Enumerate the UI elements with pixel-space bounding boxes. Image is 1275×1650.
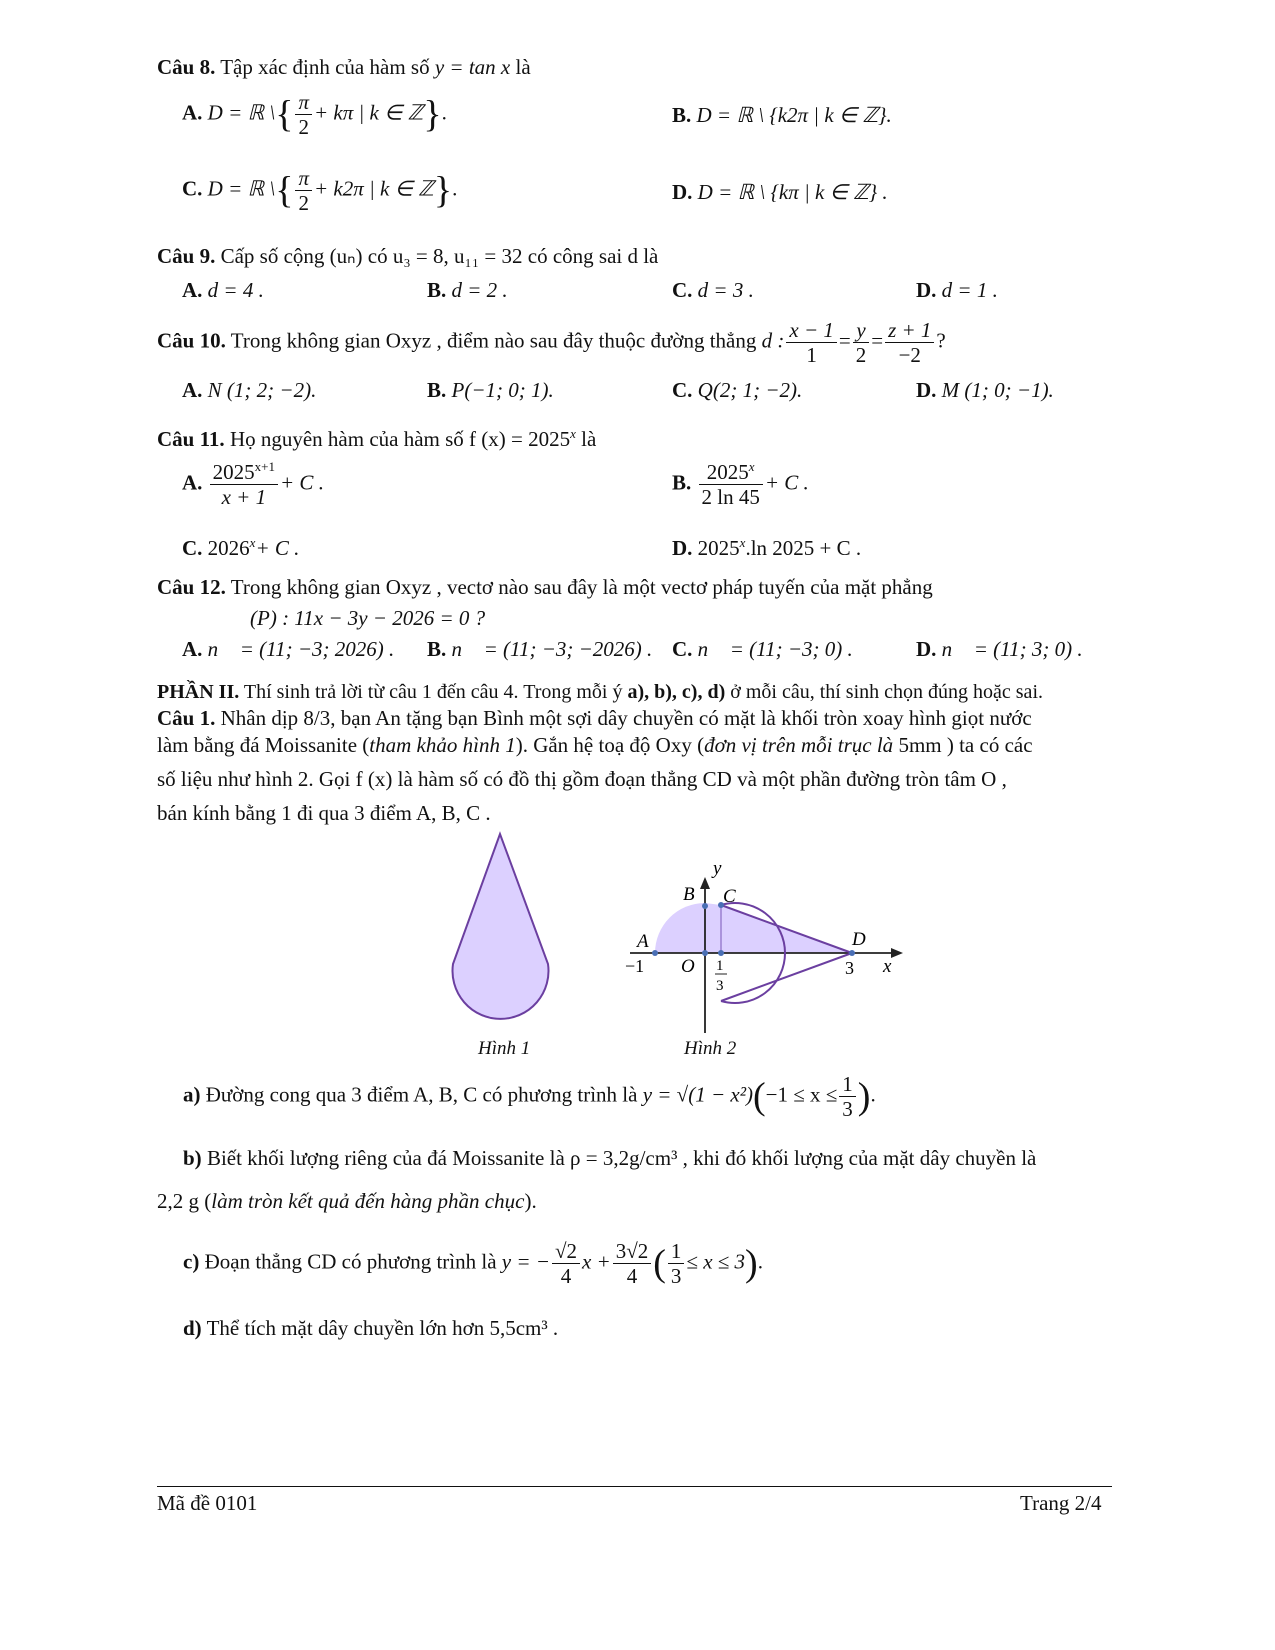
q10-option-c[interactable]: C. Q(2; 1; −2). bbox=[672, 378, 803, 402]
figure-2-label: Hình 2 bbox=[684, 1038, 737, 1059]
statement-c[interactable]: c) Đoạn thẳng CD có phương trình là y = − $\frac{√2}{4}$ x + $\frac{3√2}{4}$ ( $\frac{1}{3}$ ≤ x ≤ 3). bbox=[183, 1239, 763, 1289]
footer-exam-code: Mã đề 0101 bbox=[157, 1491, 258, 1515]
label-d: D bbox=[852, 929, 866, 950]
point-o bbox=[702, 950, 708, 956]
y-axis-arrow bbox=[700, 877, 710, 889]
q10-option-d[interactable]: D. M (1; 0; −1). bbox=[916, 378, 1054, 402]
q11-option-c[interactable]: C. $2026^x+ C$ . bbox=[182, 535, 300, 560]
label-three: 3 bbox=[845, 958, 854, 978]
q10-label: Câu 10. bbox=[157, 328, 226, 353]
q11-option-b[interactable]: B. $\frac{2025^x}{2 \ln 45}$ + C . bbox=[672, 459, 809, 510]
q8-option-a[interactable]: A. D = ℝ \{ $\frac{\pi}{2}$ + kπ | k ∈ ℤ}. bbox=[182, 90, 447, 140]
segment-lower bbox=[721, 953, 852, 1001]
q8-option-c[interactable]: C. D = ℝ \{ $\frac{\pi}{2}$ + k2π | k ∈ ℤ}. bbox=[182, 166, 458, 216]
q12-stem: Câu 12. Trong không gian Oxyz , vectơ nào sau đây là một vectơ pháp tuyến của mặt phẳng bbox=[157, 575, 933, 599]
label-a: A bbox=[637, 931, 649, 952]
figure-1-teardrop bbox=[440, 828, 570, 1028]
q12-option-d[interactable]: D. n⃗ = (11; 3; 0) . bbox=[916, 637, 1083, 661]
label-one-third-num: 1 bbox=[716, 958, 724, 974]
label-x: x bbox=[883, 956, 892, 977]
footer-page-number: Trang 2/4 bbox=[1020, 1491, 1102, 1515]
teardrop-shape bbox=[453, 834, 549, 1019]
label-o: O bbox=[681, 956, 695, 977]
figure-2-diagram bbox=[615, 850, 915, 1040]
q10-option-b[interactable]: B. P(−1; 0; 1). bbox=[427, 378, 554, 402]
figure-1-label: Hình 1 bbox=[478, 1038, 531, 1059]
point-one-third bbox=[718, 950, 724, 956]
label-minus-one: −1 bbox=[625, 956, 645, 976]
q10-stem: Câu 10. Trong không gian Oxyz , điểm nào sau đây thuộc đường thẳng d : $\frac{x - 1}{1}$ = $\frac{y}{2}$ = $\frac{z + 1}{-2}$ ? bbox=[157, 318, 946, 368]
q10-option-a[interactable]: A. N (1; 2; −2). bbox=[182, 378, 317, 402]
statement-b[interactable]: b) Biết khối lượng riêng của đá Moissanite là ρ = 3,2g/cm³ , khi đó khối lượng của mặt dây chuyền là bbox=[183, 1146, 1037, 1170]
q9-option-a[interactable]: A. d = 4 . bbox=[182, 278, 264, 302]
label-y: y bbox=[713, 858, 722, 879]
label-b: B bbox=[683, 884, 695, 905]
p2q1-line1: Câu 1. Nhân dịp 8/3, bạn An tặng bạn Bình một sợi dây chuyền có mặt là khối tròn xoay hình giọt nước bbox=[157, 706, 1032, 730]
q11-option-a[interactable]: A. $\frac{2025^{x+1}}{x + 1}$ + C . bbox=[182, 459, 324, 510]
shaded-region bbox=[655, 903, 852, 953]
q12-label: Câu 12. bbox=[157, 575, 226, 599]
point-d bbox=[849, 950, 855, 956]
p2q1-line3: số liệu như hình 2. Gọi f (x) là hàm số có đồ thị gồm đoạn thẳng CD và một phần đường tròn tâm O , bbox=[157, 767, 1007, 791]
p2q1-label: Câu 1. bbox=[157, 706, 216, 730]
q12-option-a[interactable]: A. n⃗ = (11; −3; 2026) . bbox=[182, 637, 395, 661]
statement-b-line2: 2,2 g (làm tròn kết quả đến hàng phần chục). bbox=[157, 1189, 537, 1213]
q8-stem: Câu 8. Tập xác định của hàm số y = tan x là bbox=[157, 55, 531, 79]
q9-label: Câu 9. bbox=[157, 244, 216, 268]
label-c: C bbox=[723, 886, 736, 907]
q12-option-c[interactable]: C. n⃗ = (11; −3; 0) . bbox=[672, 637, 853, 661]
p2q1-line2: làm bằng đá Moissanite (tham khảo hình 1). Gắn hệ toạ độ Oxy (đơn vị trên mỗi trục là 5mm ) ta có các bbox=[157, 733, 1033, 757]
q9-option-c[interactable]: C. d = 3 . bbox=[672, 278, 754, 302]
q11-stem: Câu 11. Họ nguyên hàm của hàm số f $(x) = 2025^x$ là bbox=[157, 426, 597, 451]
point-a bbox=[652, 950, 658, 956]
x-axis-arrow bbox=[891, 948, 903, 958]
q9-stem: Câu 9. Cấp số cộng (uₙ) có u₃ = 8, u₁₁ = 32 có công sai d là bbox=[157, 244, 659, 268]
part2-header: PHẦN II. Thí sinh trả lời từ câu 1 đến câu 4. Trong mỗi ý a), b), c), d) ở mỗi câu, thí sinh chọn đúng hoặc sai. bbox=[157, 681, 1043, 703]
q11-label: Câu 11. bbox=[157, 427, 225, 451]
statement-d[interactable]: d) Thể tích mặt dây chuyền lớn hơn 5,5cm³ . bbox=[183, 1316, 559, 1340]
q12-option-b[interactable]: B. n⃗ = (11; −3; −2026) . bbox=[427, 637, 653, 661]
q9-option-d[interactable]: D. d = 1 . bbox=[916, 278, 998, 302]
p2q1-line4: bán kính bằng 1 đi qua 3 điểm A, B, C . bbox=[157, 801, 491, 825]
point-b bbox=[702, 903, 708, 909]
q8-option-b[interactable]: B. D = ℝ \ {k2π | k ∈ ℤ}. bbox=[672, 103, 892, 127]
q11-option-d[interactable]: D. 2025$^x$.ln 2025 + C . bbox=[672, 535, 862, 560]
q12-plane: (P) : 11x − 3y − 2026 = 0 ? bbox=[250, 606, 486, 630]
q9-option-b[interactable]: B. d = 2 . bbox=[427, 278, 508, 302]
footer-divider bbox=[157, 1486, 1112, 1487]
label-one-third-den: 3 bbox=[716, 978, 724, 994]
q8-option-d[interactable]: D. D = ℝ \ {kπ | k ∈ ℤ} . bbox=[672, 180, 888, 204]
statement-a[interactable]: a) Đường cong qua 3 điểm A, B, C có phương trình là y = √(1 − x²)(−1 ≤ x ≤ $\frac{1}{3}$ ). bbox=[183, 1072, 876, 1122]
q8-label: Câu 8. bbox=[157, 55, 216, 79]
